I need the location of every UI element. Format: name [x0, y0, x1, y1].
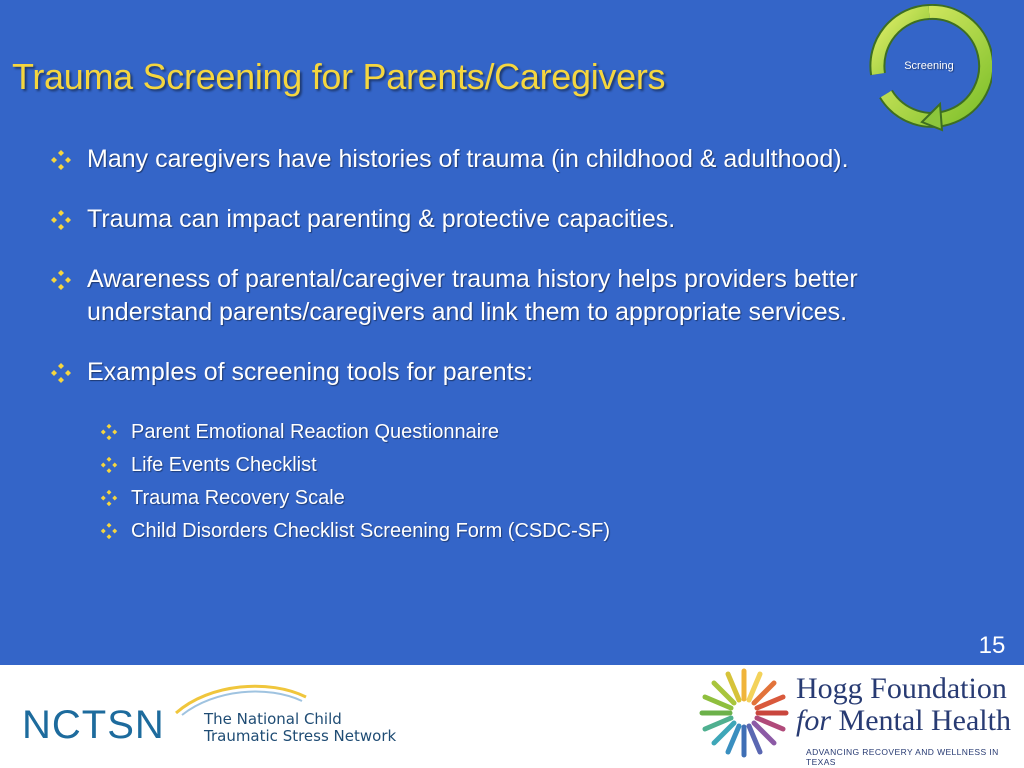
- sub-bullet-text: Parent Emotional Reaction Questionnaire: [131, 421, 499, 443]
- screening-cycle-icon: [866, 4, 992, 132]
- bullet-text: Many caregivers have histories of trauma (in childhood & adulthood).: [87, 145, 849, 173]
- four-diamond-bullet-icon: [50, 209, 72, 231]
- four-diamond-bullet-icon: [100, 456, 118, 474]
- nctsn-name-line1: The National Child: [204, 710, 342, 728]
- sub-bullet-item: [100, 453, 900, 477]
- hogg-sunburst-logo-icon: [698, 667, 790, 759]
- nctsn-name-line2: Traumatic Stress Network: [204, 727, 397, 745]
- hogg-name-line2-rest: Mental Health: [831, 704, 1011, 737]
- four-diamond-bullet-icon: [100, 423, 118, 441]
- hogg-name-line2: [796, 705, 1011, 737]
- sub-bullet-list: [100, 420, 900, 552]
- bullet-text: Awareness of parental/caregiver trauma history helps providers better understand parents/caregivers and link them to appropriate services.: [87, 265, 858, 326]
- footer-logos: [0, 665, 1024, 768]
- four-diamond-bullet-icon: [100, 522, 118, 540]
- bullet-item: [50, 356, 980, 389]
- four-diamond-bullet-icon: [50, 269, 72, 291]
- four-diamond-bullet-icon: [100, 489, 118, 507]
- bullet-item: [50, 203, 980, 236]
- sub-bullet-text: Trauma Recovery Scale: [131, 487, 345, 509]
- bullet-list: [50, 143, 980, 416]
- hogg-tagline: ADVANCING RECOVERY AND WELLNESS IN TEXAS: [806, 747, 999, 767]
- bullet-text: Trauma can impact parenting & protective capacities.: [87, 205, 676, 233]
- sub-bullet-item: [100, 420, 900, 444]
- bullet-item: [50, 263, 980, 329]
- nctsn-logo-abbr: NCTSN: [22, 703, 165, 747]
- sub-bullet-item: [100, 486, 900, 510]
- four-diamond-bullet-icon: [50, 149, 72, 171]
- sub-bullet-item: [100, 519, 900, 543]
- hogg-name-for: for: [796, 704, 832, 737]
- page-number: 15: [978, 632, 1006, 659]
- sub-bullet-text: Child Disorders Checklist Screening Form (CSDC-SF): [131, 520, 610, 542]
- bullet-item: [50, 143, 980, 176]
- sub-bullet-text: Life Events Checklist: [131, 454, 317, 476]
- hogg-foundation-name: [796, 673, 1011, 737]
- slide-title: Trauma Screening for Parents/Caregivers: [12, 56, 666, 97]
- nctsn-full-name: [204, 711, 396, 745]
- hogg-name-line1: Hogg Foundation: [796, 672, 1007, 705]
- screening-badge-label: Screening: [904, 60, 954, 72]
- four-diamond-bullet-icon: [50, 362, 72, 384]
- bullet-text: Examples of screening tools for parents:: [87, 358, 534, 386]
